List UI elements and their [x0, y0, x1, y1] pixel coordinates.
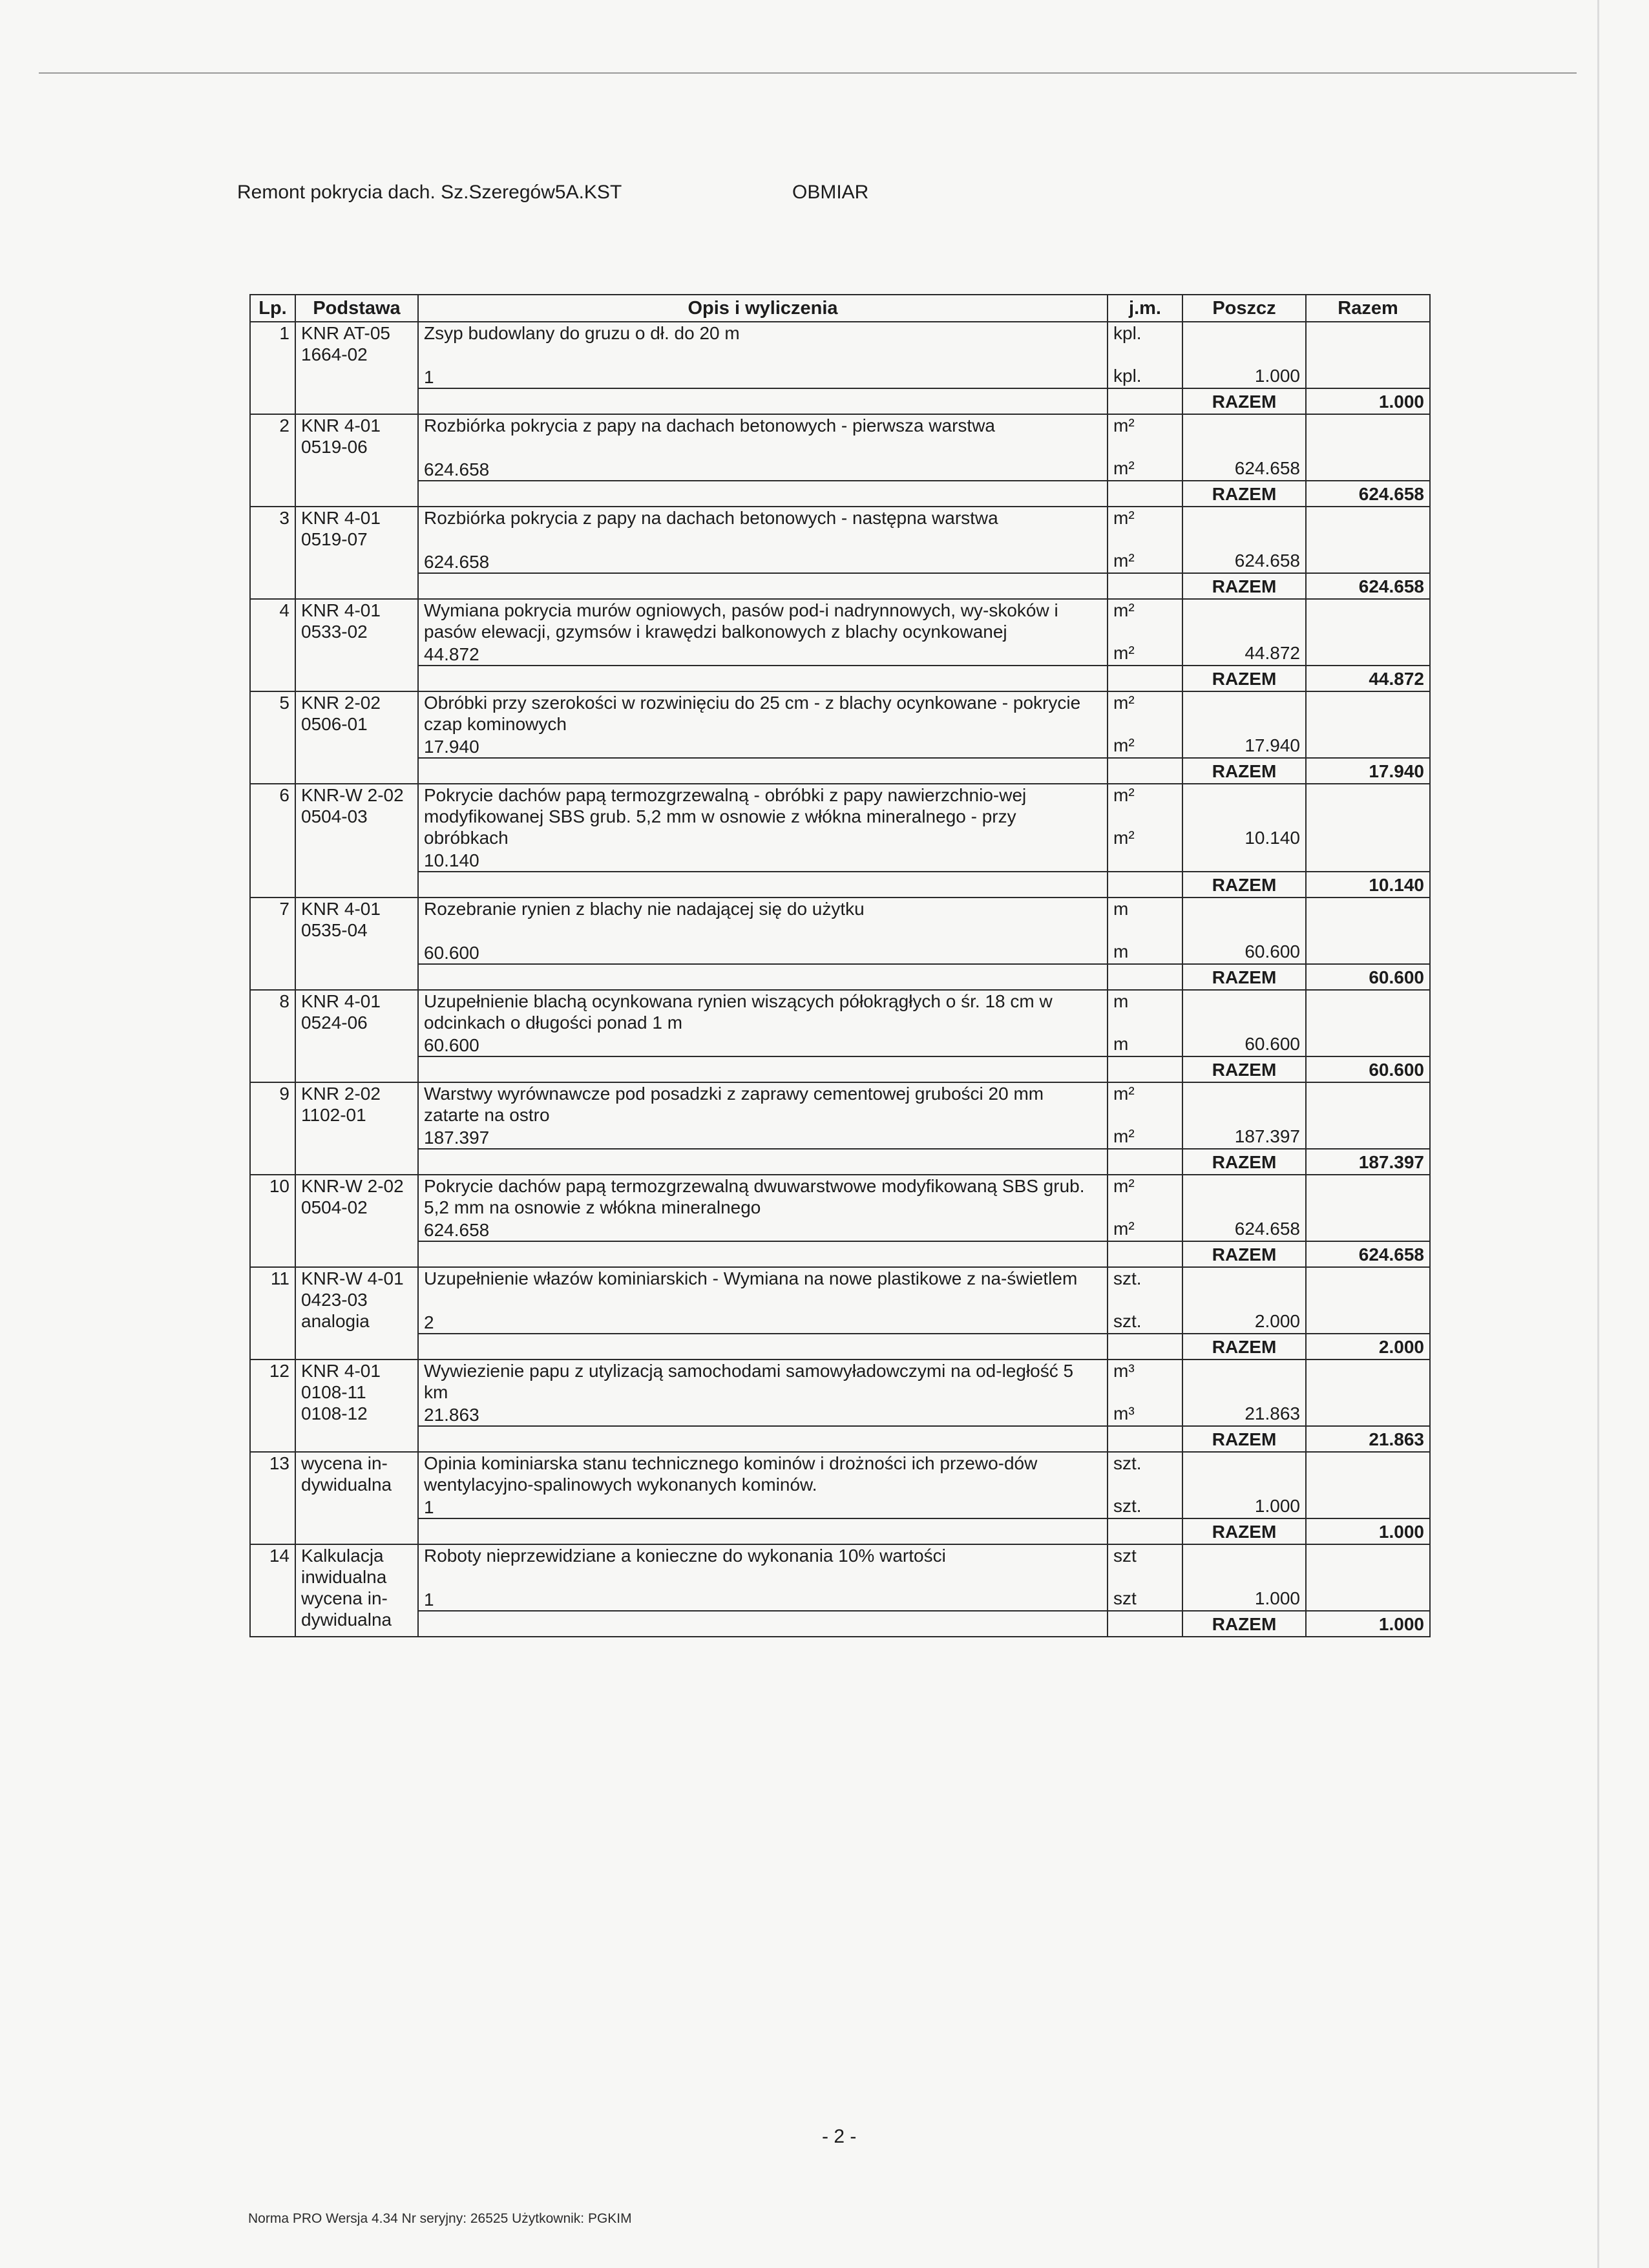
- razem-value: 44.872: [1306, 666, 1430, 691]
- row-opis: Obróbki przy szerokości w rozwinięciu do 25 cm - z blachy ocynkowane - pokrycie czap kominowych: [424, 693, 1081, 734]
- row-poszcz: 60.600: [1245, 1034, 1300, 1054]
- sum-empty-cell: [1108, 964, 1182, 990]
- row-opis-cell: [418, 322, 1108, 388]
- row-jm-calc: m²: [1113, 1126, 1135, 1146]
- row-opis-cell: [418, 1452, 1108, 1518]
- row-poszcz: 10.140: [1245, 828, 1300, 848]
- row-jm-cell: [1108, 1360, 1182, 1426]
- row-razem-empty: [1306, 322, 1430, 388]
- row-podstawa: KNR 4-01 0108-11 0108-12: [295, 1360, 418, 1452]
- row-jm-cell: [1108, 414, 1182, 481]
- table-row-sum: [250, 964, 1430, 990]
- table-row-sum: [250, 758, 1430, 784]
- row-jm: m²: [1113, 693, 1135, 713]
- row-jm-calc: m²: [1113, 458, 1135, 478]
- obmiar-table: [249, 294, 1431, 1637]
- row-poszcz-cell: [1182, 1175, 1306, 1241]
- razem-label: RAZEM: [1182, 388, 1306, 414]
- table-body: [250, 322, 1430, 1637]
- row-lp: 8: [250, 990, 295, 1082]
- column-header-razem: Razem: [1306, 295, 1430, 322]
- row-poszcz-cell: [1182, 507, 1306, 573]
- row-poszcz-cell: [1182, 1267, 1306, 1334]
- row-podstawa: KNR 2-02 1102-01: [295, 1082, 418, 1175]
- row-jm: kpl.: [1113, 323, 1142, 343]
- column-header-podstawa: Podstawa: [295, 295, 418, 322]
- row-wyliczenie: 17.940: [424, 737, 479, 757]
- row-jm-cell: [1108, 1544, 1182, 1611]
- row-opis-cell: [418, 1267, 1108, 1334]
- row-jm: m²: [1113, 600, 1135, 620]
- row-opis: Pokrycie dachów papą termozgrzewalną - obróbki z papy nawierzchnio-wej modyfikowanej SBS grub. 5,2 mm w osnowie z włókna mineralnego - przy obróbkach: [424, 785, 1027, 848]
- row-jm: m³: [1113, 1361, 1135, 1381]
- razem-label: RAZEM: [1182, 481, 1306, 507]
- row-wyliczenie: 2: [424, 1312, 434, 1332]
- razem-label: RAZEM: [1182, 573, 1306, 599]
- row-jm-calc: m²: [1113, 1219, 1135, 1239]
- row-poszcz: 624.658: [1234, 458, 1300, 478]
- row-poszcz: 1.000: [1254, 1496, 1300, 1516]
- column-header-jm: j.m.: [1108, 295, 1182, 322]
- row-razem-empty: [1306, 599, 1430, 666]
- row-jm-calc: m²: [1113, 735, 1135, 755]
- row-opis: Warstwy wyrównawcze pod posadzki z zaprawy cementowej grubości 20 mm zatarte na ostro: [424, 1084, 1044, 1125]
- row-opis-cell: [418, 1082, 1108, 1149]
- sum-empty-cell: [418, 1056, 1108, 1082]
- row-razem-empty: [1306, 1082, 1430, 1149]
- row-wyliczenie: 44.872: [424, 644, 479, 664]
- row-jm-cell: [1108, 1175, 1182, 1241]
- row-jm: m: [1113, 991, 1129, 1011]
- sum-empty-cell: [1108, 481, 1182, 507]
- razem-label: RAZEM: [1182, 872, 1306, 898]
- razem-value: 21.863: [1306, 1426, 1430, 1452]
- row-poszcz-cell: [1182, 599, 1306, 666]
- sum-empty-cell: [1108, 1334, 1182, 1360]
- sum-empty-cell: [418, 388, 1108, 414]
- row-razem-empty: [1306, 1175, 1430, 1241]
- sum-empty-cell: [1108, 666, 1182, 691]
- row-poszcz-cell: [1182, 1452, 1306, 1518]
- table-row-sum: [250, 1241, 1430, 1267]
- row-poszcz-cell: [1182, 990, 1306, 1056]
- table-row-sum: [250, 388, 1430, 414]
- row-lp: 14: [250, 1544, 295, 1637]
- razem-value: 624.658: [1306, 481, 1430, 507]
- row-lp: 13: [250, 1452, 295, 1544]
- row-poszcz-cell: [1182, 784, 1306, 872]
- row-jm: m²: [1113, 785, 1135, 805]
- row-razem-empty: [1306, 507, 1430, 573]
- row-podstawa: KNR 4-01 0524-06: [295, 990, 418, 1082]
- razem-label: RAZEM: [1182, 1334, 1306, 1360]
- sum-empty-cell: [1108, 758, 1182, 784]
- razem-label: RAZEM: [1182, 964, 1306, 990]
- column-header-poszcz: Poszcz: [1182, 295, 1306, 322]
- row-jm-cell: [1108, 990, 1182, 1056]
- row-podstawa: wycena in-dywidualna: [295, 1452, 418, 1544]
- razem-value: 624.658: [1306, 573, 1430, 599]
- row-lp: 12: [250, 1360, 295, 1452]
- row-jm-cell: [1108, 1452, 1182, 1518]
- sum-empty-cell: [418, 964, 1108, 990]
- razem-value: 60.600: [1306, 964, 1430, 990]
- razem-value: 2.000: [1306, 1334, 1430, 1360]
- sum-empty-cell: [1108, 1241, 1182, 1267]
- table-row-sum: [250, 1426, 1430, 1452]
- table-row: [250, 322, 1430, 388]
- row-jm-cell: [1108, 691, 1182, 758]
- row-jm-cell: [1108, 322, 1182, 388]
- table-row: [250, 1082, 1430, 1149]
- row-opis-cell: [418, 990, 1108, 1056]
- row-jm-calc: m³: [1113, 1403, 1135, 1423]
- row-wyliczenie: 1: [424, 367, 434, 387]
- sum-empty-cell: [418, 1426, 1108, 1452]
- row-lp: 6: [250, 784, 295, 898]
- row-opis-cell: [418, 414, 1108, 481]
- row-lp: 5: [250, 691, 295, 784]
- razem-label: RAZEM: [1182, 666, 1306, 691]
- table-row: [250, 691, 1430, 758]
- table-row-sum: [250, 1334, 1430, 1360]
- row-opis-cell: [418, 1175, 1108, 1241]
- row-razem-empty: [1306, 1267, 1430, 1334]
- row-poszcz: 624.658: [1234, 551, 1300, 571]
- razem-value: 1.000: [1306, 1611, 1430, 1637]
- row-opis: Rozebranie rynien z blachy nie nadającej się do użytku: [424, 899, 865, 919]
- table-row: [250, 599, 1430, 666]
- row-wyliczenie: 1: [424, 1497, 434, 1517]
- razem-label: RAZEM: [1182, 1241, 1306, 1267]
- row-jm: m²: [1113, 415, 1135, 436]
- table-header-row: [250, 295, 1430, 322]
- row-opis: Roboty nieprzewidziane a konieczne do wykonania 10% wartości: [424, 1546, 946, 1566]
- row-jm: szt: [1113, 1546, 1137, 1566]
- table-row: [250, 1544, 1430, 1611]
- row-razem-empty: [1306, 691, 1430, 758]
- row-poszcz-cell: [1182, 322, 1306, 388]
- table-row: [250, 1452, 1430, 1518]
- row-jm: m²: [1113, 1176, 1135, 1196]
- scan-border-line: [39, 72, 1577, 74]
- razem-label: RAZEM: [1182, 1518, 1306, 1544]
- sum-empty-cell: [1108, 1056, 1182, 1082]
- row-jm-cell: [1108, 1082, 1182, 1149]
- row-jm-cell: [1108, 599, 1182, 666]
- row-jm-calc: m: [1113, 941, 1129, 961]
- row-jm-calc: m²: [1113, 828, 1135, 848]
- table-row-sum: [250, 1149, 1430, 1175]
- row-opis-cell: [418, 1544, 1108, 1611]
- row-opis-cell: [418, 898, 1108, 964]
- row-poszcz-cell: [1182, 414, 1306, 481]
- row-wyliczenie: 21.863: [424, 1405, 479, 1425]
- row-opis-cell: [418, 1360, 1108, 1426]
- row-jm: m²: [1113, 508, 1135, 528]
- row-razem-empty: [1306, 990, 1430, 1056]
- row-jm-calc: kpl.: [1113, 366, 1142, 386]
- row-poszcz: 2.000: [1254, 1311, 1300, 1331]
- row-wyliczenie: 624.658: [424, 552, 490, 572]
- row-opis: Zsyp budowlany do gruzu o dł. do 20 m: [424, 323, 740, 343]
- sum-empty-cell: [1108, 1611, 1182, 1637]
- row-wyliczenie: 624.658: [424, 459, 490, 479]
- razem-value: 1.000: [1306, 1518, 1430, 1544]
- sum-empty-cell: [1108, 872, 1182, 898]
- table-row-sum: [250, 872, 1430, 898]
- scan-edge-shadow: [1597, 0, 1599, 2268]
- razem-value: 187.397: [1306, 1149, 1430, 1175]
- sum-empty-cell: [418, 1149, 1108, 1175]
- row-poszcz-cell: [1182, 1082, 1306, 1149]
- sum-empty-cell: [1108, 573, 1182, 599]
- row-lp: 10: [250, 1175, 295, 1267]
- document-title: OBMIAR: [792, 182, 869, 203]
- row-razem-empty: [1306, 1544, 1430, 1611]
- document-file-name: Remont pokrycia dach. Sz.Szeregów5A.KST: [237, 182, 622, 203]
- row-jm-calc: m: [1113, 1034, 1129, 1054]
- row-podstawa: Kalkulacja inwidualna wycena in-dywidualna: [295, 1544, 418, 1637]
- sum-empty-cell: [418, 872, 1108, 898]
- sum-empty-cell: [418, 1611, 1108, 1637]
- row-wyliczenie: 60.600: [424, 1035, 479, 1055]
- row-opis: Rozbiórka pokrycia z papy na dachach betonowych - pierwsza warstwa: [424, 415, 995, 436]
- row-lp: 4: [250, 599, 295, 691]
- row-wyliczenie: 187.397: [424, 1128, 490, 1148]
- row-poszcz: 1.000: [1254, 1588, 1300, 1608]
- row-jm-cell: [1108, 507, 1182, 573]
- row-jm: m²: [1113, 1084, 1135, 1104]
- row-poszcz-cell: [1182, 1544, 1306, 1611]
- row-lp: 2: [250, 414, 295, 507]
- row-lp: 11: [250, 1267, 295, 1360]
- row-podstawa: KNR 4-01 0533-02: [295, 599, 418, 691]
- table-row: [250, 1175, 1430, 1241]
- row-wyliczenie: 1: [424, 1590, 434, 1610]
- row-podstawa: KNR 4-01 0535-04: [295, 898, 418, 990]
- row-razem-empty: [1306, 1452, 1430, 1518]
- row-poszcz-cell: [1182, 691, 1306, 758]
- table-row: [250, 414, 1430, 481]
- sum-empty-cell: [1108, 388, 1182, 414]
- row-jm-calc: m²: [1113, 643, 1135, 663]
- row-opis-cell: [418, 784, 1108, 872]
- row-podstawa: KNR 4-01 0519-06: [295, 414, 418, 507]
- row-jm-cell: [1108, 784, 1182, 872]
- row-podstawa: KNR-W 2-02 0504-02: [295, 1175, 418, 1267]
- row-poszcz: 17.940: [1245, 735, 1300, 755]
- row-razem-empty: [1306, 784, 1430, 872]
- row-poszcz: 21.863: [1245, 1403, 1300, 1423]
- sum-empty-cell: [418, 1334, 1108, 1360]
- row-opis: Uzupełnienie blachą ocynkowana rynien wiszących półokrągłych o śr. 18 cm w odcinkach o długości ponad 1 m: [424, 991, 1053, 1033]
- row-poszcz: 60.600: [1245, 941, 1300, 961]
- row-wyliczenie: 624.658: [424, 1220, 490, 1240]
- page-number: - 2 -: [822, 2126, 857, 2147]
- table-row: [250, 898, 1430, 964]
- razem-value: 624.658: [1306, 1241, 1430, 1267]
- sum-empty-cell: [418, 758, 1108, 784]
- row-razem-empty: [1306, 1360, 1430, 1426]
- row-wyliczenie: 10.140: [424, 850, 479, 870]
- table-row-sum: [250, 481, 1430, 507]
- table-row-sum: [250, 1056, 1430, 1082]
- table-row: [250, 990, 1430, 1056]
- row-jm-calc: szt.: [1113, 1496, 1142, 1516]
- row-opis: Opinia kominiarska stanu technicznego kominów i drożności ich przewo-dów wentylacyjno-spalinowych wykonanych kominów.: [424, 1453, 1038, 1495]
- razem-label: RAZEM: [1182, 1149, 1306, 1175]
- software-footer: Norma PRO Wersja 4.34 Nr seryjny: 26525 Użytkownik: PGKIM: [248, 2211, 632, 2226]
- row-lp: 3: [250, 507, 295, 599]
- razem-value: 1.000: [1306, 388, 1430, 414]
- table-row: [250, 1360, 1430, 1426]
- row-opis: Wymiana pokrycia murów ogniowych, pasów pod-i nadrynnowych, wy-skoków i pasów elewacji, gzymsów i krawędzi balkonowych z blachy ocynkowanej: [424, 600, 1058, 642]
- row-podstawa: KNR-W 4-01 0423-03 analogia: [295, 1267, 418, 1360]
- sum-empty-cell: [1108, 1149, 1182, 1175]
- row-poszcz-cell: [1182, 898, 1306, 964]
- row-jm: szt.: [1113, 1453, 1142, 1473]
- row-poszcz: 187.397: [1234, 1126, 1300, 1146]
- row-lp: 7: [250, 898, 295, 990]
- razem-value: 17.940: [1306, 758, 1430, 784]
- row-jm: szt.: [1113, 1268, 1142, 1288]
- row-wyliczenie: 60.600: [424, 943, 479, 963]
- sum-empty-cell: [1108, 1518, 1182, 1544]
- row-lp: 1: [250, 322, 295, 414]
- sum-empty-cell: [1108, 1426, 1182, 1452]
- row-jm-calc: szt: [1113, 1588, 1137, 1608]
- table-row-sum: [250, 573, 1430, 599]
- row-opis: Wywiezienie papu z utylizacją samochodami samowyładowczymi na od-ległość 5 km: [424, 1361, 1074, 1402]
- row-poszcz: 624.658: [1234, 1219, 1300, 1239]
- row-jm-calc: szt.: [1113, 1311, 1142, 1331]
- row-razem-empty: [1306, 898, 1430, 964]
- row-opis: Uzupełnienie włazów kominiarskich - Wymiana na nowe plastikowe z na-świetlem: [424, 1268, 1078, 1288]
- row-razem-empty: [1306, 414, 1430, 481]
- table-row-sum: [250, 1611, 1430, 1637]
- row-opis: Pokrycie dachów papą termozgrzewalną dwuwarstwowe modyfikowaną SBS grub. 5,2 mm na osnowie z włókna mineralnego: [424, 1176, 1085, 1217]
- row-jm-cell: [1108, 1267, 1182, 1334]
- razem-value: 60.600: [1306, 1056, 1430, 1082]
- row-poszcz: 1.000: [1254, 366, 1300, 386]
- razem-label: RAZEM: [1182, 1426, 1306, 1452]
- sum-empty-cell: [418, 1241, 1108, 1267]
- row-jm-calc: m²: [1113, 551, 1135, 571]
- table-row-sum: [250, 666, 1430, 691]
- row-opis-cell: [418, 507, 1108, 573]
- row-poszcz-cell: [1182, 1360, 1306, 1426]
- sum-empty-cell: [418, 573, 1108, 599]
- sum-empty-cell: [418, 666, 1108, 691]
- razem-label: RAZEM: [1182, 1611, 1306, 1637]
- column-header-lp: Lp.: [250, 295, 295, 322]
- razem-label: RAZEM: [1182, 758, 1306, 784]
- row-poszcz: 44.872: [1245, 643, 1300, 663]
- row-podstawa: KNR 4-01 0519-07: [295, 507, 418, 599]
- table-row: [250, 1267, 1430, 1334]
- table-row-sum: [250, 1518, 1430, 1544]
- column-header-opis: Opis i wyliczenia: [418, 295, 1108, 322]
- razem-label: RAZEM: [1182, 1056, 1306, 1082]
- row-jm: m: [1113, 899, 1129, 919]
- row-opis: Rozbiórka pokrycia z papy na dachach betonowych - następna warstwa: [424, 508, 998, 528]
- row-lp: 9: [250, 1082, 295, 1175]
- sum-empty-cell: [418, 481, 1108, 507]
- sum-empty-cell: [418, 1518, 1108, 1544]
- row-opis-cell: [418, 599, 1108, 666]
- row-podstawa: KNR AT-05 1664-02: [295, 322, 418, 414]
- row-podstawa: KNR-W 2-02 0504-03: [295, 784, 418, 898]
- table-row: [250, 784, 1430, 872]
- row-jm-cell: [1108, 898, 1182, 964]
- razem-value: 10.140: [1306, 872, 1430, 898]
- table-row: [250, 507, 1430, 573]
- row-podstawa: KNR 2-02 0506-01: [295, 691, 418, 784]
- row-opis-cell: [418, 691, 1108, 758]
